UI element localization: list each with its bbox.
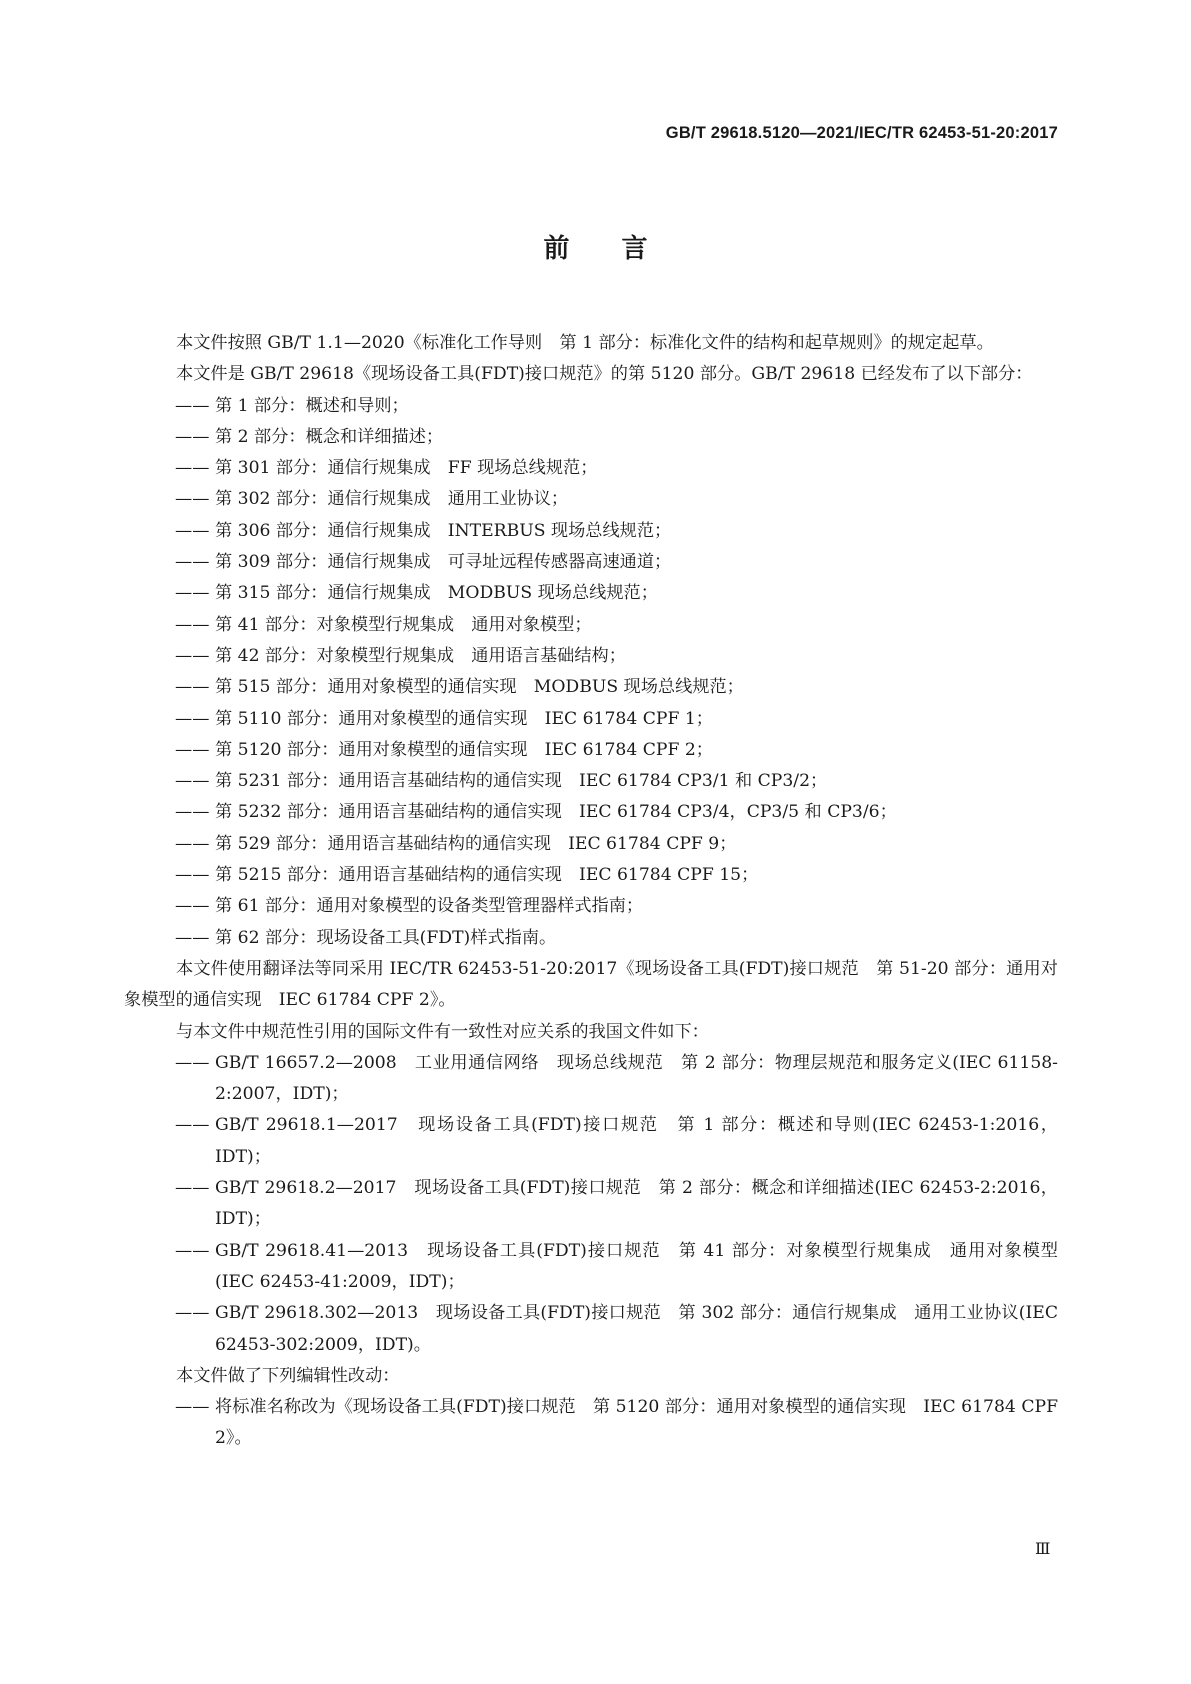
list-dash: ——: [175, 645, 210, 666]
list-dash: ——: [175, 583, 210, 604]
paragraph-drafting-rules: 本文件按照 GB/T 1.1—2020《标准化工作导则 第 1 部分：标准化文件的结构和起草规则》的规定起草。: [176, 333, 994, 353]
list-dash: ——: [175, 1178, 210, 1199]
page-number: Ⅲ: [1035, 1539, 1052, 1558]
list-item-text: 第 315 部分：通信行规集成 MODBUS 现场总线规范；: [215, 583, 658, 604]
list-dash: ——: [175, 771, 210, 792]
list-item: [124, 891, 1058, 922]
references-list: [124, 1048, 1058, 1361]
reference-text: GB/T 29618.2—2017 现场设备工具(FDT)接口规范 第 2 部分：概念和详细描述(IEC 62453-2:2016，IDT)；: [215, 1178, 1058, 1230]
list-dash: ——: [175, 739, 210, 760]
list-item-text: 第 5232 部分：通用语言基础结构的通信实现 IEC 61784 CP3/4，CP3/5 和 CP3/6；: [215, 802, 897, 823]
reference-text: GB/T 16657.2—2008 工业用通信网络 现场总线规范 第 2 部分：物理层规范和服务定义(IEC 61158-2:2007，IDT)；: [215, 1052, 1058, 1105]
list-dash: ——: [175, 1397, 210, 1418]
list-dash: ——: [175, 1052, 210, 1073]
list-dash: ——: [175, 520, 210, 541]
list-item-text: 第 1 部分：概述和导则；: [215, 395, 409, 416]
reference-item: [124, 1298, 1058, 1361]
change-item: [124, 1392, 1058, 1455]
list-dash: ——: [175, 1303, 210, 1324]
list-dash: ——: [175, 896, 210, 917]
list-item: [124, 422, 1058, 453]
list-item: [124, 547, 1058, 578]
list-item: [124, 516, 1058, 547]
paragraph-references-intro: 与本文件中规范性引用的国际文件有一致性对应关系的我国文件如下：: [176, 1021, 709, 1042]
published-parts-list: [124, 391, 1058, 954]
list-dash: ——: [175, 458, 210, 479]
list-item-text: 第 301 部分：通信行规集成 FF 现场总线规范；: [215, 458, 598, 479]
list-dash: ——: [175, 552, 210, 573]
document-number-header: GB/T 29618.5120—2021/IEC/TR 62453-51-20:2017: [665, 124, 1058, 142]
change-text: 将标准名称改为《现场设备工具(FDT)接口规范 第 5120 部分：通用对象模型的通信实现 IEC 61784 CPF 2》。: [215, 1397, 1058, 1449]
list-item: [124, 797, 1058, 828]
list-item: [124, 391, 1058, 422]
list-dash: ——: [175, 426, 210, 447]
list-item: [124, 641, 1058, 672]
list-item: [124, 484, 1058, 515]
reference-item: [124, 1048, 1058, 1111]
list-item: [124, 704, 1058, 735]
list-item-text: 第 42 部分：对象模型行规集成 通用语言基础结构；: [215, 645, 626, 666]
list-dash: ——: [175, 1115, 210, 1136]
foreword-body: [124, 328, 1058, 1455]
list-dash: ——: [175, 395, 210, 416]
list-item-text: 第 302 部分：通信行规集成 通用工业协议；: [215, 489, 569, 510]
list-item: [124, 672, 1058, 703]
list-item-text: 第 5215 部分：通用语言基础结构的通信实现 IEC 61784 CPF 15；: [215, 865, 759, 886]
list-dash: ——: [175, 927, 210, 948]
reference-text: GB/T 29618.41—2013 现场设备工具(FDT)接口规范 第 41 部分：对象模型行规集成 通用对象模型(IEC 62453-41:2009，IDT)；: [215, 1240, 1058, 1292]
list-item: [124, 735, 1058, 766]
list-dash: ——: [175, 865, 210, 886]
list-item-text: 第 5110 部分：通用对象模型的通信实现 IEC 61784 CPF 1；: [215, 708, 713, 729]
editorial-changes-list: [124, 1392, 1058, 1455]
list-item: [124, 829, 1058, 860]
list-item-text: 第 61 部分：通用对象模型的设备类型管理器样式指南；: [215, 896, 644, 917]
page-title: 前 言: [543, 234, 648, 264]
reference-item: [124, 1173, 1058, 1236]
list-item: [124, 766, 1058, 797]
list-item: [124, 578, 1058, 609]
list-item: [124, 923, 1058, 954]
list-dash: ——: [175, 677, 210, 698]
list-item-text: 第 306 部分：通信行规集成 INTERBUS 现场总线规范；: [215, 520, 672, 541]
list-item: [124, 610, 1058, 641]
list-item: [124, 860, 1058, 891]
list-dash: ——: [175, 614, 210, 635]
list-item-text: 第 515 部分：通用对象模型的通信实现 MODBUS 现场总线规范；: [215, 677, 744, 698]
reference-item: [124, 1236, 1058, 1299]
paragraph-editorial-changes-intro: 本文件做了下列编辑性改动：: [176, 1365, 400, 1386]
list-dash: ——: [175, 1240, 210, 1261]
list-dash: ——: [175, 708, 210, 729]
reference-text: GB/T 29618.302—2013 现场设备工具(FDT)接口规范 第 302 部分：通信行规集成 通用工业协议(IEC 62453-302:2009，IDT)。: [215, 1303, 1058, 1355]
list-item-text: 第 5231 部分：通用语言基础结构的通信实现 IEC 61784 CP3/1 和 CP3/2；: [215, 771, 828, 792]
list-item-text: 第 529 部分：通用语言基础结构的通信实现 IEC 61784 CPF 9；: [215, 833, 737, 854]
list-item-text: 第 41 部分：对象模型行规集成 通用对象模型；: [215, 614, 592, 635]
list-dash: ——: [175, 802, 210, 823]
list-dash: ——: [175, 489, 210, 510]
list-item-text: 第 309 部分：通信行规集成 可寻址远程传感器高速通道；: [215, 552, 672, 573]
paragraph-adoption: 本文件使用翻译法等同采用 IEC/TR 62453-51-20:2017《现场设备工具(FDT)接口规范 第 51-20 部分：通用对象模型的通信实现 IEC 61784 CPF 2》。: [124, 958, 1058, 1011]
list-item-text: 第 62 部分：现场设备工具(FDT)样式指南。: [215, 927, 557, 948]
list-dash: ——: [175, 833, 210, 854]
paragraph-published-parts-intro: 本文件是 GB/T 29618《现场设备工具(FDT)接口规范》的第 5120 部分。GB/T 29618 已经发布了以下部分：: [176, 364, 1033, 385]
reference-text: GB/T 29618.1—2017 现场设备工具(FDT)接口规范 第 1 部分：概述和导则(IEC 62453-1:2016，IDT)；: [215, 1115, 1058, 1167]
list-item-text: 第 2 部分：概念和详细描述；: [215, 426, 444, 447]
list-item-text: 第 5120 部分：通用对象模型的通信实现 IEC 61784 CPF 2；: [215, 739, 713, 760]
list-item: [124, 453, 1058, 484]
reference-item: [124, 1110, 1058, 1173]
